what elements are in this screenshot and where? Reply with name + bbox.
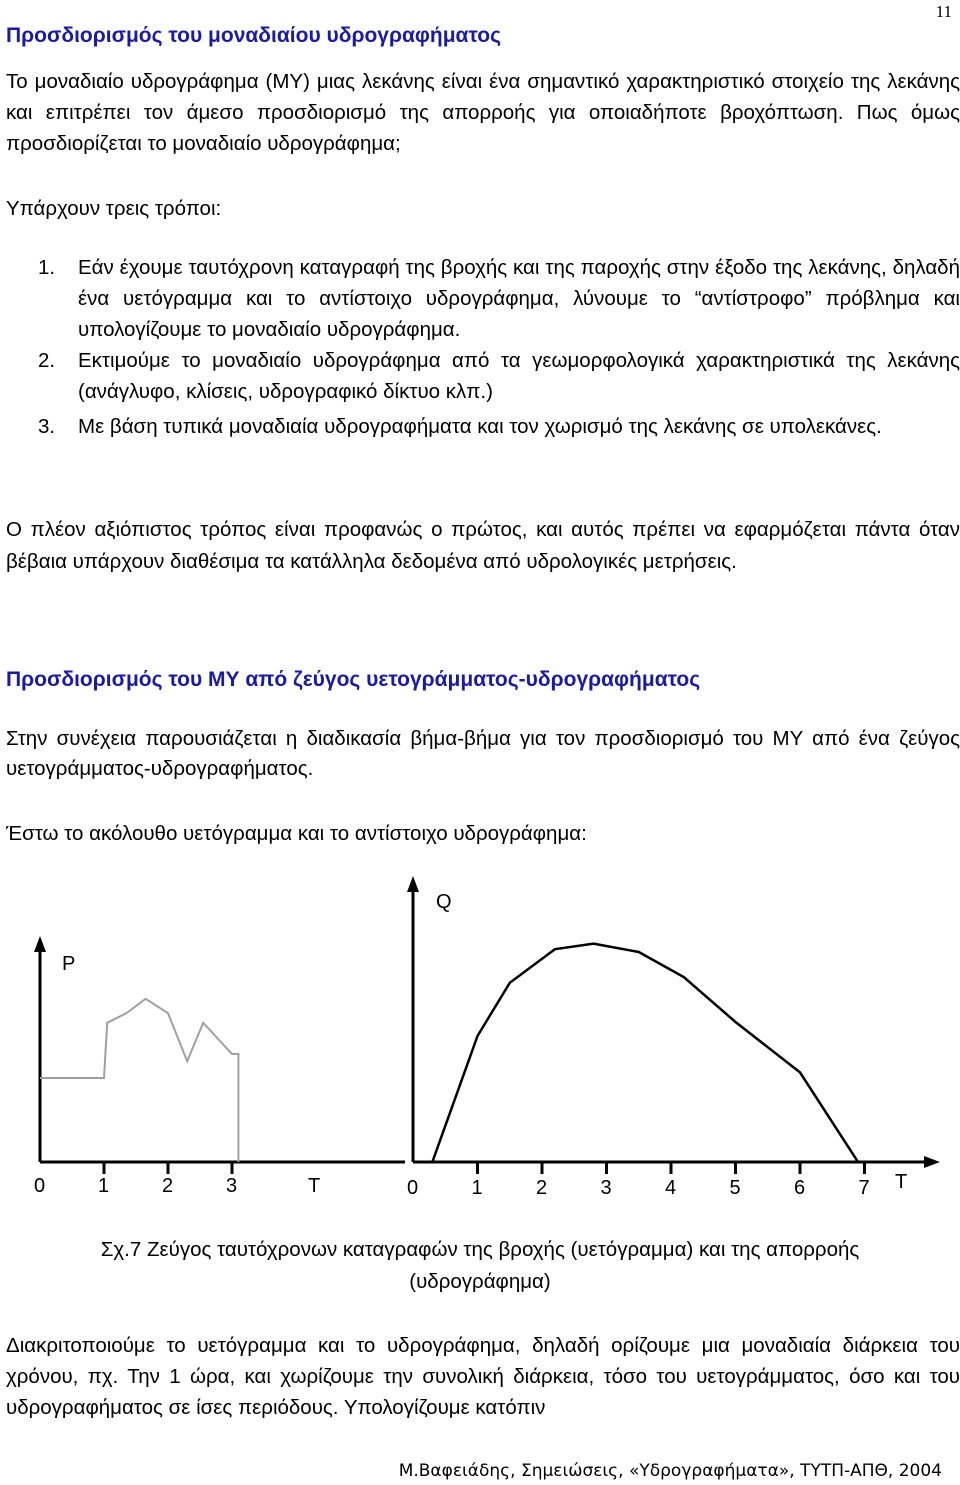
list-item-1	[38, 252, 960, 345]
methods-intro: Υπάρχουν τρεις τρόποι:	[6, 197, 222, 220]
hyetograph-tick-label: 0	[34, 1175, 46, 1197]
reliability-paragraph: Ο πλέον αξιόπιστος τρόπος είναι προφανώς ο πρώτος, και αυτός πρέπει να εφαρμόζεται πάντα όταν βέβαια υπάρχουν διαθέσιμα τα κατάλληλα δεδομένα από υδρολογικές μετρήσεις.	[6, 518, 960, 573]
hydrograph-tick-label: 2	[536, 1177, 548, 1199]
hydrograph	[407, 876, 940, 1199]
figure-caption	[0, 1234, 960, 1298]
hydrograph-tick-label: 3	[600, 1177, 612, 1199]
list-item-number: 1.	[38, 256, 56, 279]
hydrograph-tick-label: 5	[729, 1177, 741, 1199]
hyetograph-series	[40, 999, 238, 1162]
hyetograph-tick-label: T	[308, 1175, 321, 1197]
figure-caption-line-2: (υδρογράφημα)	[409, 1270, 551, 1293]
list-item-text: Με βάση τυπικά μοναδιαία υδρογραφήματα και τον χωρισμό της λεκάνης σε υπολεκάνες.	[78, 415, 882, 438]
hydrograph-axis-label: Q	[436, 891, 452, 913]
list-item-3	[38, 411, 960, 442]
section-title-unit-hydrograph: Προσδιορισμός του μοναδιαίου υδρογραφήματος	[6, 24, 502, 47]
hydrograph-series	[432, 944, 858, 1162]
hydrograph-tick-label: T	[895, 1171, 908, 1193]
hydrograph-tick-label: 0	[407, 1177, 419, 1199]
list-item-number: 3.	[38, 415, 56, 438]
list-item-number: 2.	[38, 349, 56, 372]
hydrograph-tick-label: 1	[471, 1177, 483, 1199]
hydrograph-tick-label: 7	[858, 1177, 870, 1199]
figure-intro: Έστω το ακόλουθο υετόγραμμα και το αντίστοιχο υδρογράφημα:	[6, 822, 587, 845]
page-number: 11	[935, 2, 952, 21]
hyetograph	[34, 936, 405, 1197]
hyetograph-tick-label: 3	[226, 1175, 238, 1197]
hyetograph-axis-label: P	[62, 953, 76, 975]
procedure-paragraph: Στην συνέχεια παρουσιάζεται η διαδικασία βήμα-βήμα για τον προσδιορισμό του ΜΥ από ένα ζεύγος υετογράμματος-υδρογραφήματος.	[6, 727, 960, 780]
list-item-2	[38, 345, 960, 407]
list-item-text: Εάν έχουμε ταυτόχρονη καταγραφή της βροχής και της παροχής στην έξοδο της λεκάνης, δηλαδή ένα υετόγραμμα και το αντίστοιχο υδρογράφημα, λύνουμε το “αντίστροφο” πρόβλημα και υπολογίζουμε το μοναδιαίο υδρογράφημα.	[78, 256, 960, 341]
hydrograph-y-arrow	[407, 876, 419, 892]
list-item-text: Εκτιμούμε το μοναδιαίο υδρογράφημα από τα γεωμορφολογικά χαρακτηριστικά της λεκάνης (ανάγλυφο, κλίσεις, υδρογραφικό δίκτυο κλπ.)	[78, 349, 960, 403]
figure-hyetograph-hydrograph	[0, 870, 960, 1210]
hydrograph-tick-label: 6	[794, 1177, 806, 1199]
hydrograph-tick-label: 4	[665, 1177, 677, 1199]
hyetograph-tick-label: 2	[162, 1175, 174, 1197]
section-title-uh-from-pair: Προσδιορισμός του ΜΥ από ζεύγος υετογράμματος-υδρογραφήματος	[6, 668, 701, 691]
hydrograph-x-arrow	[924, 1156, 940, 1168]
discretization-paragraph: Διακριτοποιούμε το υετόγραμμα και το υδρογράφημα, δηλαδή ορίζουμε μια μοναδιαία διάρκεια του χρόνου, πχ. Την 1 ώρα, και χωρίζουμε την συνολική διάρκεια, τόσο του υετογράμματος, όσο και του υδρογραφήματος σε ίσες περιόδους. Υπολογίζουμε κατόπιν	[6, 1334, 960, 1419]
intro-paragraph: Το μοναδιαίο υδρογράφημα (ΜΥ) μιας λεκάνης είναι ένα σημαντικό χαρακτηριστικό στοιχείο της λεκάνης και επιτρέπει τον άμεσο προσδιορισμό της απορροής για οποιαδήποτε βροχόπτωση. Πως όμως προσδιορίζεται το μοναδιαίο υδρογράφημα;	[6, 70, 960, 155]
hyetograph-tick-label: 1	[98, 1175, 110, 1197]
figure-caption-line-1: Σχ.7 Ζεύγος ταυτόχρονων καταγραφών της βροχής (υετόγραμμα) και της απορροής	[100, 1238, 860, 1261]
hyetograph-y-arrow	[34, 936, 46, 952]
page-footer: Μ.Βαφειάδης, Σημειώσεις, «Υδρογραφήματα», ΤΥΤΠ-ΑΠΘ, 2004	[398, 1461, 942, 1481]
